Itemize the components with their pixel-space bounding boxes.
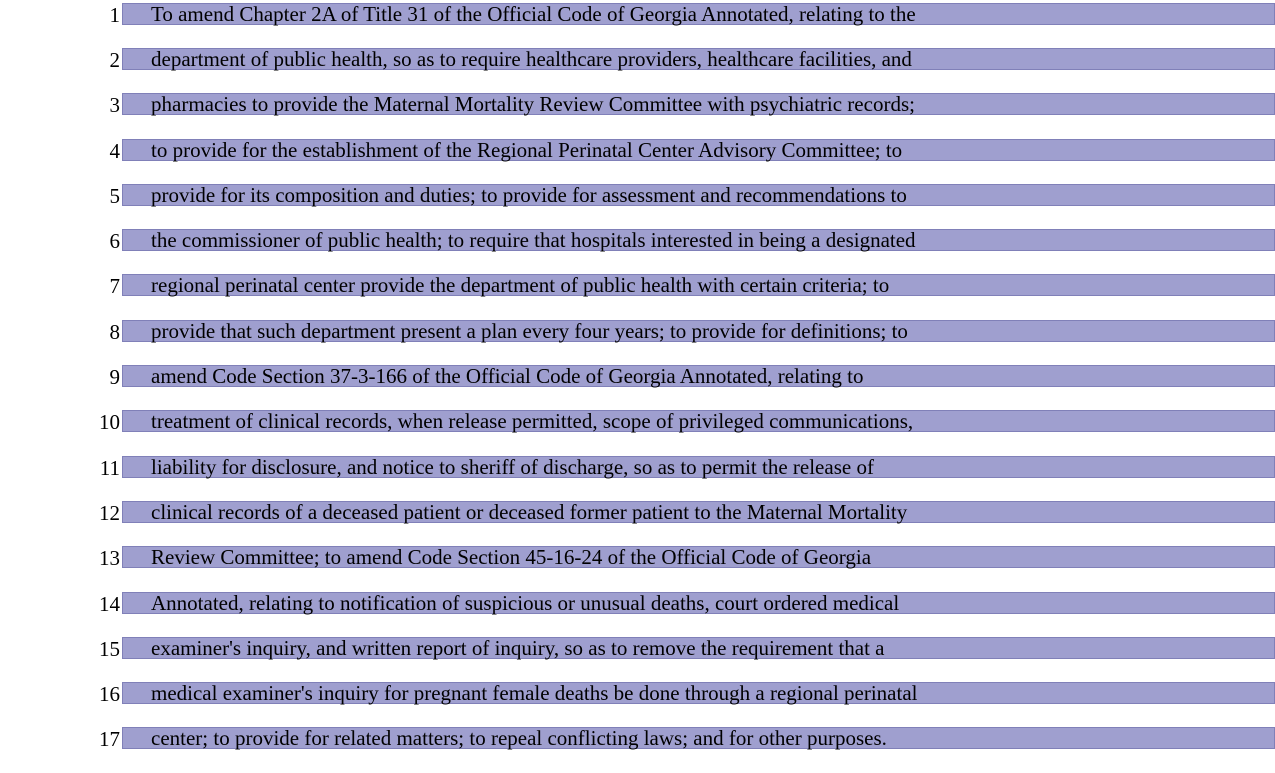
line-text: To amend Chapter 2A of Title 31 of the Official Code of Georgia Annotated, relating to the xyxy=(151,2,916,26)
highlight-box xyxy=(122,184,1275,206)
highlight-box xyxy=(122,637,1275,659)
line-text: liability for disclosure, and notice to sheriff of discharge, so as to permit the release of xyxy=(151,455,874,479)
highlight-box xyxy=(122,727,1275,749)
highlight-box xyxy=(122,93,1275,115)
line-text: treatment of clinical records, when release permitted, scope of privileged communications, xyxy=(151,409,914,433)
line-text: department of public health, so as to require healthcare providers, healthcare facilities, and xyxy=(151,47,912,71)
line-number: 12 xyxy=(99,501,120,525)
line-text: examiner's inquiry, and written report of inquiry, so as to remove the requirement that a xyxy=(151,636,885,660)
line-number: 15 xyxy=(99,637,120,661)
line-number: 9 xyxy=(109,365,120,389)
line-number: 10 xyxy=(99,410,120,434)
line-text: Review Committee; to amend Code Section 45-16-24 of the Official Code of Georgia xyxy=(151,545,872,569)
document-line xyxy=(0,48,1275,70)
line-text: clinical records of a deceased patient or deceased former patient to the Maternal Mortality xyxy=(151,500,908,524)
line-text: pharmacies to provide the Maternal Mortality Review Committee with psychiatric records; xyxy=(151,92,915,116)
document-line xyxy=(0,320,1275,342)
line-number: 5 xyxy=(109,184,120,208)
line-text: Annotated, relating to notification of suspicious or unusual deaths, court ordered medical xyxy=(151,591,900,615)
line-number: 17 xyxy=(99,727,120,751)
highlight-box xyxy=(122,320,1275,342)
line-number: 3 xyxy=(109,93,120,117)
line-number: 13 xyxy=(99,546,120,570)
line-number: 4 xyxy=(109,139,120,163)
line-text: amend Code Section 37-3-166 of the Official Code of Georgia Annotated, relating to xyxy=(151,364,864,388)
line-number: 2 xyxy=(109,48,120,72)
highlight-box xyxy=(122,48,1275,70)
document-line xyxy=(0,637,1275,659)
line-text: regional perinatal center provide the department of public health with certain criteria; to xyxy=(151,273,890,297)
highlight-box xyxy=(122,139,1275,161)
line-text: the commissioner of public health; to require that hospitals interested in being a designated xyxy=(151,228,916,252)
document-line xyxy=(0,365,1275,387)
line-number: 16 xyxy=(99,682,120,706)
document-line xyxy=(0,274,1275,296)
line-text: medical examiner's inquiry for pregnant female deaths be done through a regional perinatal xyxy=(151,681,918,705)
document-line xyxy=(0,546,1275,568)
line-number: 7 xyxy=(109,274,120,298)
line-text: provide for its composition and duties; to provide for assessment and recommendations to xyxy=(151,183,907,207)
line-text: to provide for the establishment of the Regional Perinatal Center Advisory Committee; to xyxy=(151,138,903,162)
line-number: 14 xyxy=(99,592,120,616)
highlight-box xyxy=(122,546,1275,568)
document-line xyxy=(0,501,1275,523)
highlight-box xyxy=(122,365,1275,387)
highlight-box xyxy=(122,592,1275,614)
document-line xyxy=(0,184,1275,206)
line-text: provide that such department present a plan every four years; to provide for definitions; to xyxy=(151,319,908,343)
line-text: center; to provide for related matters; to repeal conflicting laws; and for other purposes. xyxy=(151,726,887,750)
highlight-box xyxy=(122,456,1275,478)
document-line xyxy=(0,410,1275,432)
highlight-box xyxy=(122,229,1275,251)
document-line xyxy=(0,93,1275,115)
line-number: 8 xyxy=(109,320,120,344)
highlight-box xyxy=(122,501,1275,523)
document-line xyxy=(0,139,1275,161)
line-number: 11 xyxy=(99,456,120,480)
document-line xyxy=(0,682,1275,704)
document-line xyxy=(0,229,1275,251)
line-number: 1 xyxy=(109,3,120,27)
highlight-box xyxy=(122,410,1275,432)
document-line xyxy=(0,456,1275,478)
line-number: 6 xyxy=(109,229,120,253)
document-line xyxy=(0,3,1275,25)
highlight-box xyxy=(122,274,1275,296)
document-line xyxy=(0,727,1275,749)
highlight-box xyxy=(122,3,1275,25)
document-line xyxy=(0,592,1275,614)
highlight-box xyxy=(122,682,1275,704)
